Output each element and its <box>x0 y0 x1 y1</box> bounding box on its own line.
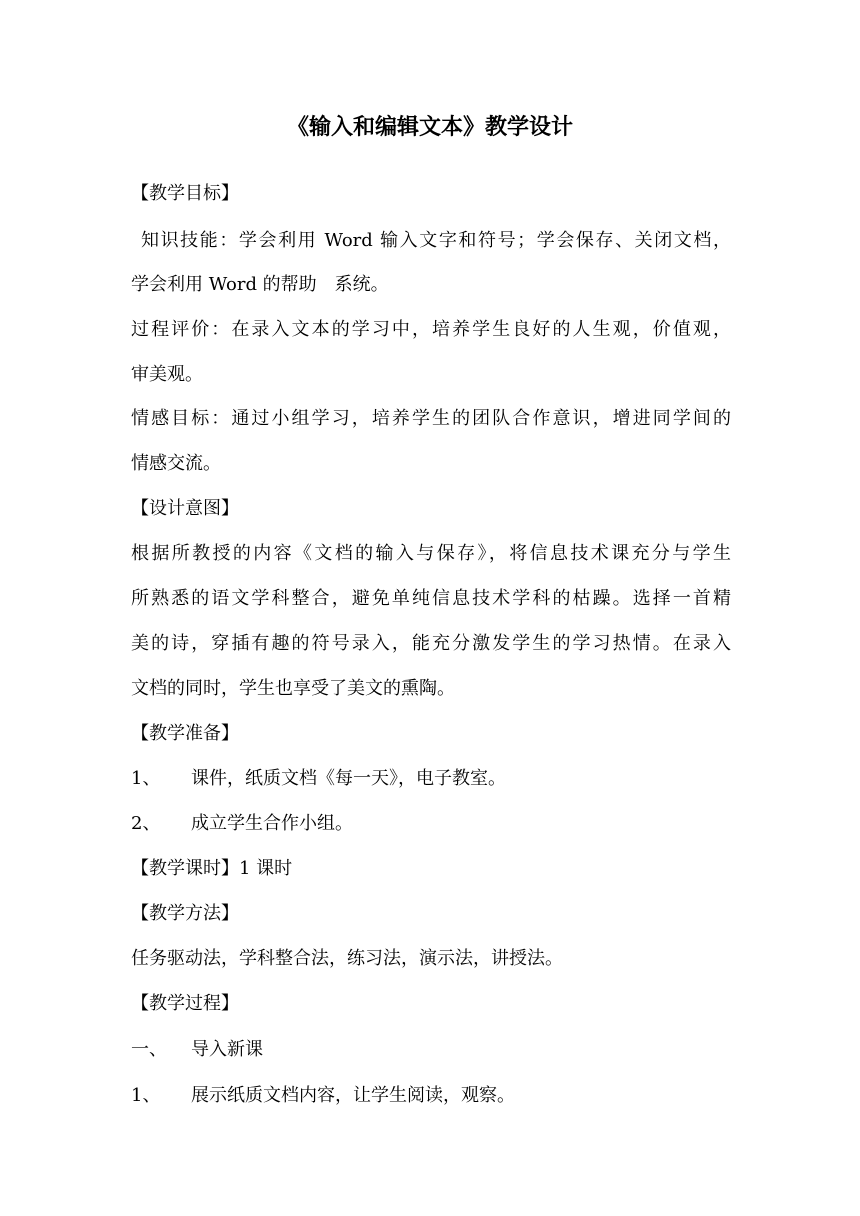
intent-line-4: 文档的同时，学生也享受了美文的熏陶。 <box>131 678 455 699</box>
heading-teaching-hours: 【教学课时】 <box>131 858 239 879</box>
prep-item <box>131 810 731 838</box>
process-item <box>131 1082 731 1110</box>
heading-teaching-process: 【教学过程】 <box>131 993 239 1014</box>
teaching-method-text: 任务驱动法，学科整合法，练习法，演示法，讲授法。 <box>131 948 563 969</box>
heading-teaching-goals: 【教学目标】 <box>131 183 239 204</box>
heading-teaching-method: 【教学方法】 <box>131 903 239 924</box>
process-step-text: 导入新课 <box>191 1039 263 1060</box>
goal-process-line-1: 过程评价：在录入文本的学习中，培养学生良好的人生观，价值观， <box>131 319 731 340</box>
goal-emotion-line-1: 情感目标：通过小组学习，培养学生的团队合作意识，增进同学间的 <box>131 408 731 429</box>
teaching-hours-line <box>131 855 731 883</box>
process-step-number: 一、 <box>131 1039 167 1060</box>
document-title: 《输入和编辑文本》教学设计 <box>286 115 573 140</box>
goal-knowledge-line-1: 知识技能：学会利用 Word 输入文字和符号；学会保存、关闭文档， <box>141 230 731 251</box>
prep-item <box>131 765 731 793</box>
goal-knowledge-line-2: 学会利用 Word 的帮助 系统。 <box>131 274 389 295</box>
goal-process-line-2: 审美观。 <box>131 364 203 385</box>
prep-item-number: 2、 <box>131 813 161 834</box>
process-item-number: 1、 <box>131 1085 161 1106</box>
intent-line-3: 美的诗，穿插有趣的符号录入，能充分激发学生的学习热情。在录入 <box>131 633 731 654</box>
intent-line-1: 根据所教授的内容《文档的输入与保存》，将信息技术课充分与学生 <box>131 543 731 564</box>
goal-emotion-line-2: 情感交流。 <box>131 453 221 474</box>
process-item-text: 展示纸质文档内容，让学生阅读，观察。 <box>191 1085 515 1106</box>
process-step <box>131 1036 731 1064</box>
prep-item-number: 1、 <box>131 768 161 789</box>
heading-teaching-prep: 【教学准备】 <box>131 723 239 744</box>
heading-design-intent: 【设计意图】 <box>131 498 239 519</box>
teaching-hours-value: 1 课时 <box>239 858 293 879</box>
prep-item-text: 成立学生合作小组。 <box>191 813 353 834</box>
intent-line-2: 所熟悉的语文学科整合，避免单纯信息技术学科的枯躁。选择一首精 <box>131 588 731 609</box>
prep-item-text: 课件，纸质文档《每一天》，电子教室。 <box>191 768 506 789</box>
